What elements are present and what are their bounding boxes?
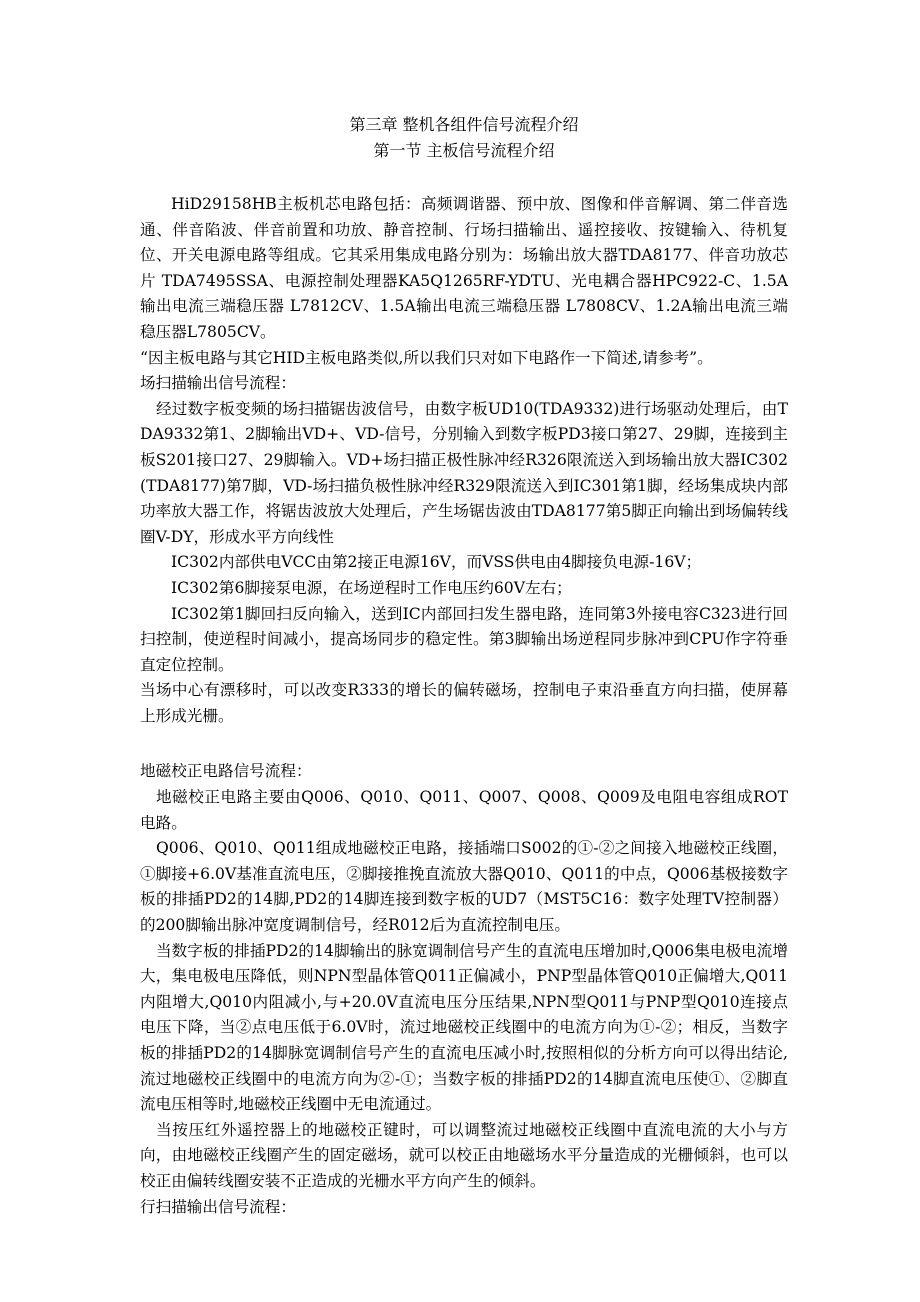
ic302-retrace-paragraph: IC302第1脚回扫反向输入，送到IC内部回扫发生器电路，连同第3外接电容C323进行回扫控制，使逆程时间减小，提高场同步的稳定性。第3脚输出场逆程同步脉冲到CPU作字符垂直定位控制。: [140, 604, 788, 674]
field-center-paragraph: 当场中心有漂移时，可以改变R333的增长的偏转磁场，控制电子束沿垂直方向扫描，使屏幕上形成光栅。: [140, 681, 788, 725]
geomagnetic-remote-paragraph: 当按压红外遥控器上的地磁校正键时，可以调整流过地磁校正线圈中直流电流的大小与方向，由地磁校正线圈产生的固定磁场，就可以校正由地磁场水平分量造成的光栅倾斜，也可以校正由偏转线圈安装不正造成的光栅水平方向产生的倾斜。: [140, 1120, 788, 1190]
intro-paragraph: HiD29158HB主板机芯电路包括：高频调谐器、预中放、图像和伴音解调、第二伴音选通、伴音陷波、伴音前置和功放、静音控制、行场扫描输出、遥控接收、按键输入、待机复位、开关电源电路等组成。它其采用集成电路分别为：场输出放大器TDA8177、伴音功放芯片 TDA7495SSA、电源控制处理器KA5Q1265RF-YDTU、光电耦合器HPC922-C、1.5A输出电流三端稳压器 L7812CV、1.5A输出电流三端稳压器 L7808CV、1.2A输出电流三端稳压器L7805CV。: [140, 195, 788, 341]
spacer: [140, 729, 788, 759]
heading-field-scan: 场扫描输出信号流程：: [140, 374, 296, 393]
ic302-pump-paragraph: IC302第6脚接泵电源，在场逆程时工作电压约60V左右；: [171, 578, 572, 597]
field-scan-paragraph: 经过数字板变频的场扫描锯齿波信号，由数字板UD10(TDA9332)进行场驱动处理后，由TDA9332第1、2脚输出VD+、VD-信号，分别输入到数字板PD3接口第27、29脚，连接到主板S201接口27、29脚输入。VD+场扫描正极性脉冲经R326限流送入到场输出放大器IC302(TDA8177)第7脚，VD-场扫描负极性脉冲经R329限流送入到IC301第1脚，经场集成块内部功率放大器工作，将锯齿波放大处理后，产生场锯齿波由TDA8177第5脚正向输出到场偏转线圈V-DY，形成水平方向线性: [140, 399, 788, 546]
spacer: [140, 164, 788, 192]
document-page: [140, 112, 788, 1220]
geomagnetic-analysis-paragraph: 当数字板的排插PD2的14脚输出的脉宽调制信号产生的直流电压增加时,Q006集电极电流增大，集电极电压降低，则NPN型晶体管Q011正偏减小，PNP型晶体管Q010正偏增大,Q011内阻增大,Q010内阻减小,与+20.0V直流电压分压结果,NPN型Q011与PNP型Q010连接点电压下降，当②点电压低于6.0V时，流过地磁校正线圈中的电流方向为①-②；相反，当数字板的排插PD2的14脚脉宽调制信号产生的直流电压减小时,按照相似的分析方向可以得出结论,流过地磁校正线圈中的电流方向为②-①；当数字板的排插PD2的14脚直流电压使①、②脚直流电压相等时,地磁校正线圈中无电流通过。: [140, 941, 788, 1114]
geomagnetic-circuit-paragraph: Q006、Q010、Q011组成地磁校正电路，接插端口S002的①-②之间接入地磁校正线圈，①脚接+6.0V基准直流电压，②脚接推挽直流放大器Q010、Q011的中点，Q006基极接数字板的排插PD2的14脚,PD2的14脚连接到数字板的UD7（MST5C16：数字处理TV控制器）的200脚输出脉冲宽度调制信号，经R012后为直流控制电压。: [140, 839, 788, 935]
chapter-title: 第三章 整机各组件信号流程介绍: [349, 115, 579, 134]
ic302-supply-paragraph: IC302内部供电VCC由第2接正电源16V，而VSS供电由4脚接负电源-16V；: [171, 553, 702, 572]
note-paragraph: “因主板电路与其它HID主板电路类似,所以我们只对如下电路作一下简述,请参考”。: [140, 348, 713, 367]
geomagnetic-intro-paragraph: 地磁校正电路主要由Q006、Q010、Q011、Q007、Q008、Q009及电阻电容组成ROT电路。: [140, 788, 788, 832]
heading-line-scan: 行扫描输出信号流程：: [140, 1197, 296, 1216]
section-title: 第一节 主板信号流程介绍: [373, 141, 555, 160]
heading-geomagnetic: 地磁校正电路信号流程：: [140, 762, 312, 781]
